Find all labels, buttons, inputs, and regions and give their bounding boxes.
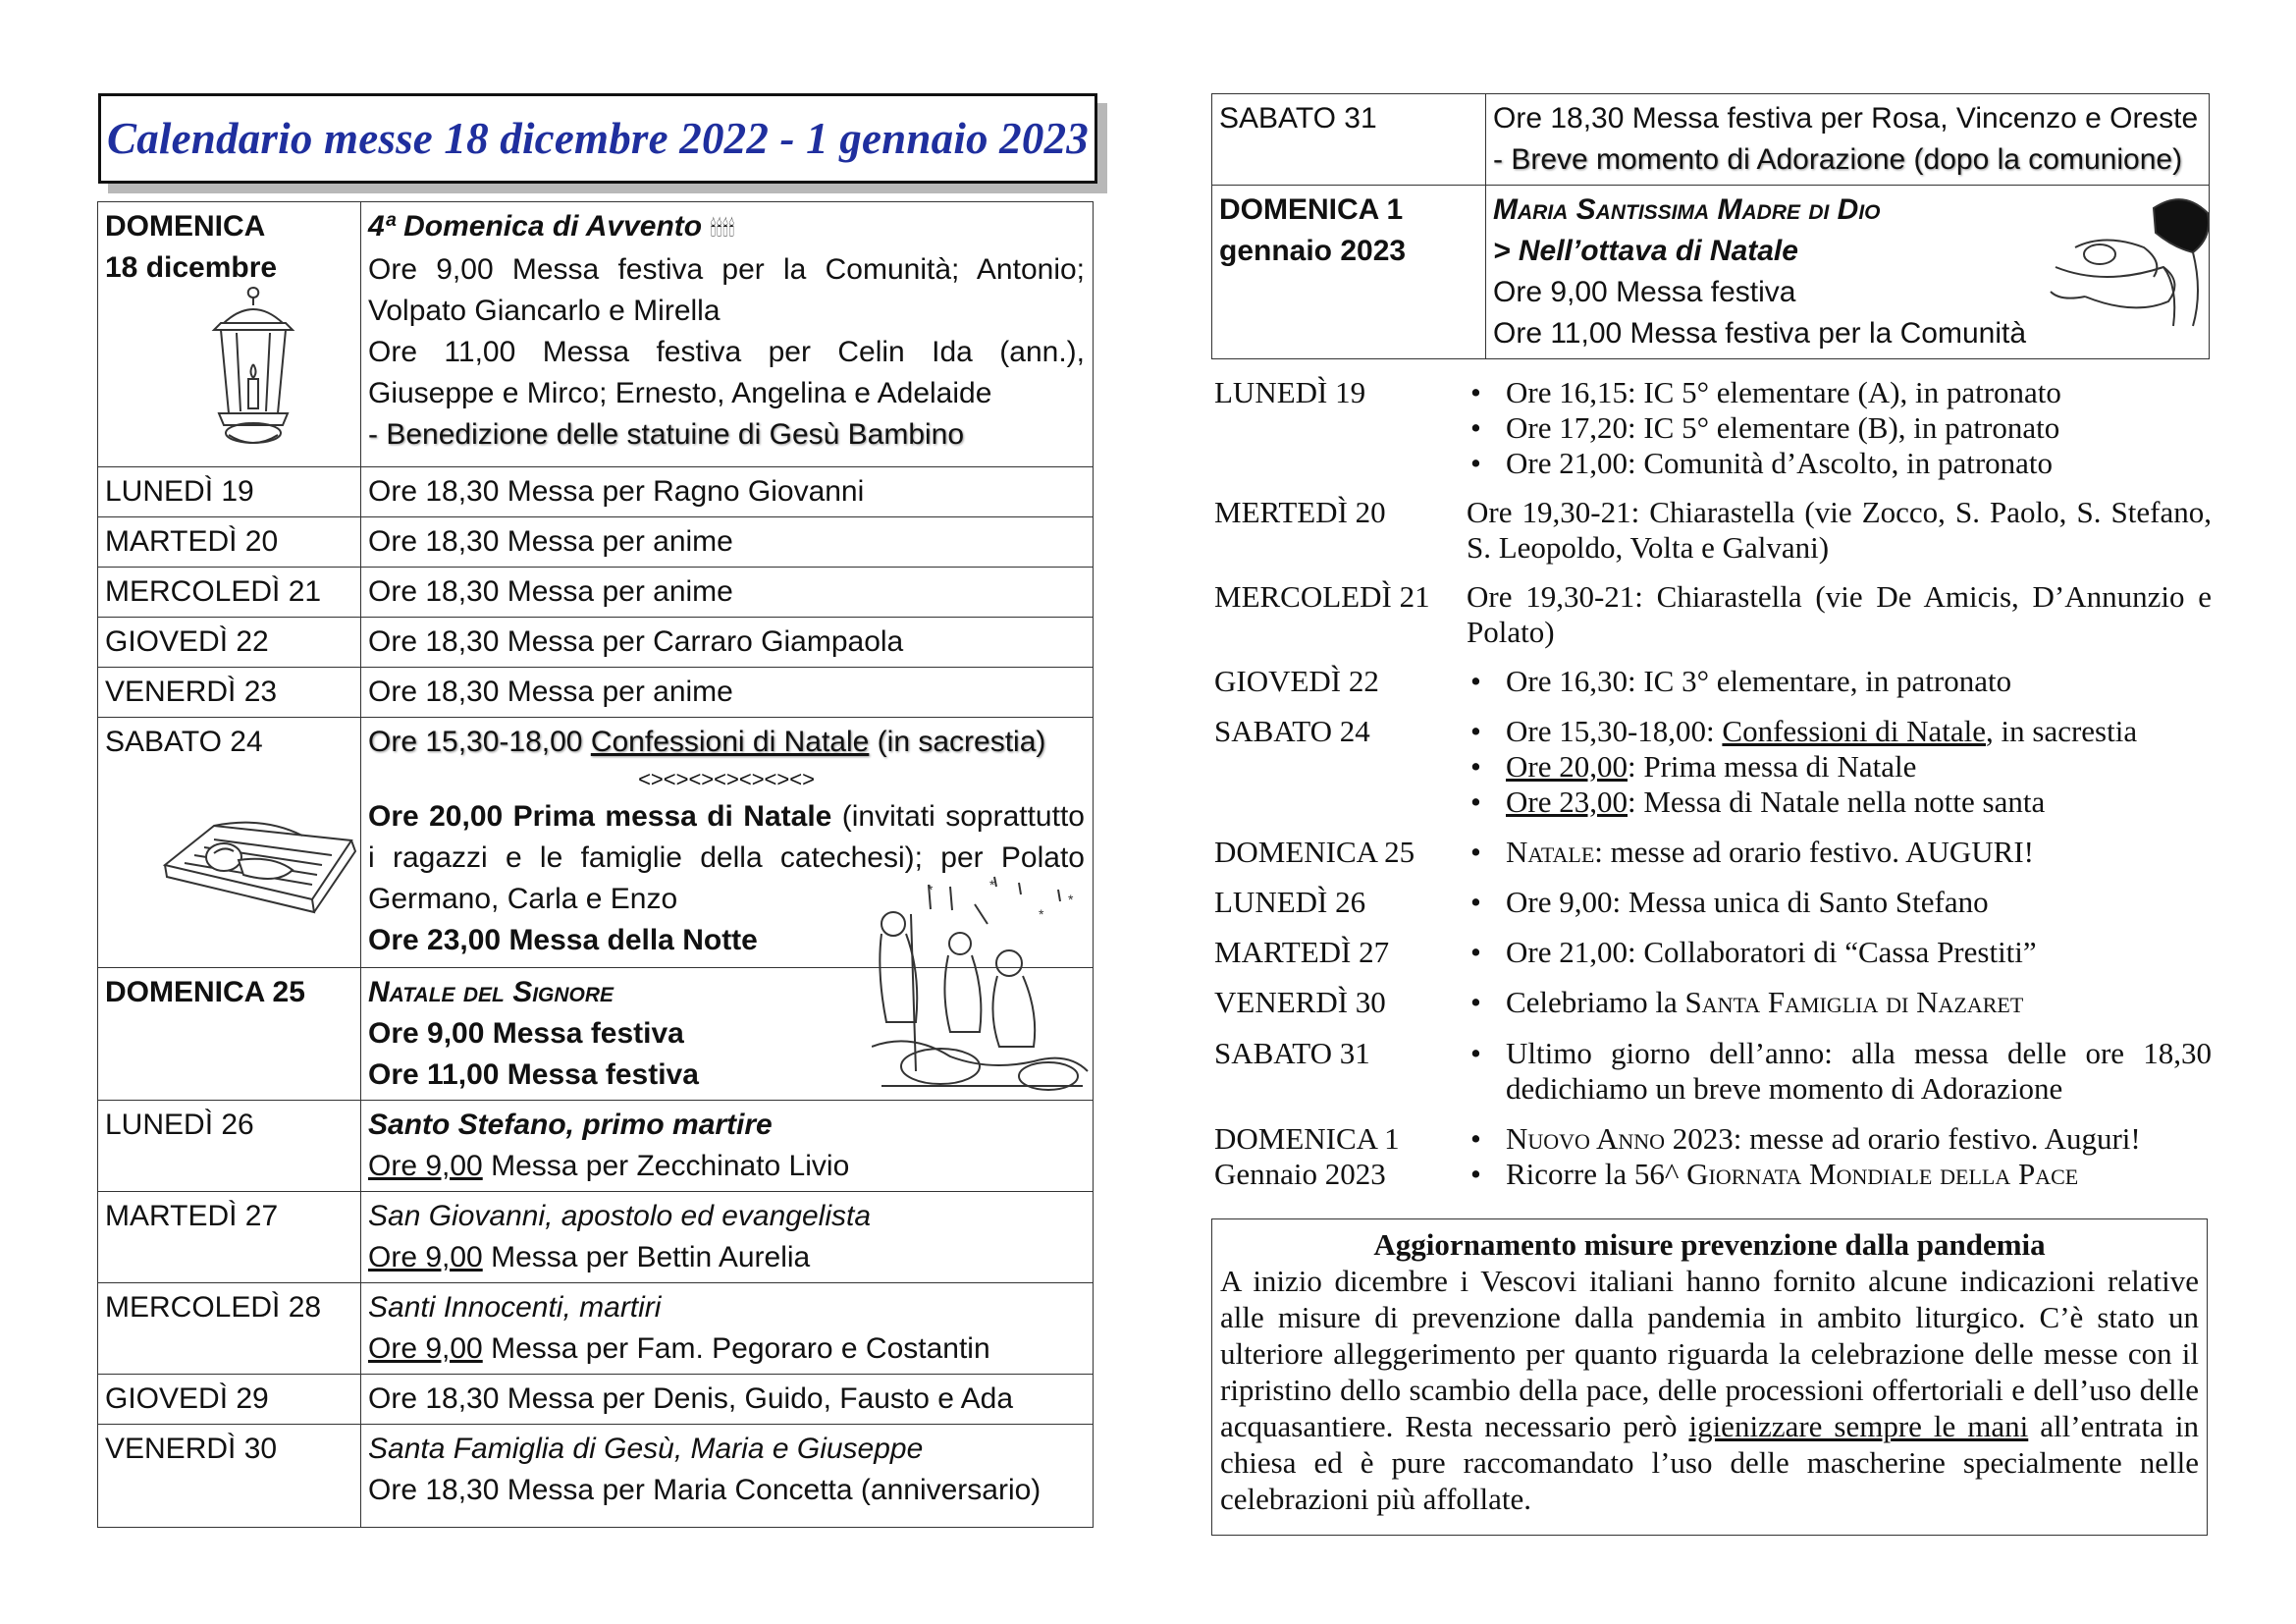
- list-item: • Ore 21,00: Collaboratori di “Cassa Prestiti”: [1467, 935, 2212, 970]
- mass-text: Ore 18,30 Messa per Denis, Guido, Fausto e Ada: [361, 1375, 1094, 1425]
- mass-text: Ore 11,00 Messa festiva: [368, 1058, 699, 1091]
- event-day: GIOVEDÌ 22: [1214, 664, 1379, 698]
- day-label: VENERDÌ 30: [98, 1425, 361, 1528]
- christmas-title: Natale del Signore: [368, 976, 614, 1008]
- event-day: MERCOLEDÌ 21: [1214, 579, 1430, 614]
- notice-text: [1220, 1263, 2199, 1517]
- advent-candles-icon: 🕯🕯🕯🕯: [710, 216, 735, 241]
- svg-text:*: *: [928, 882, 934, 897]
- table-row: [98, 1375, 1094, 1425]
- event-text: 2023: messe ad orario festivo. Auguri!: [1665, 1121, 2141, 1156]
- feast-title: Maria Santissima Madre di Dio: [1493, 193, 1881, 226]
- event-list: [1467, 375, 2212, 481]
- shepherds-illustration: [872, 875, 1090, 1096]
- day-label: DOMENICA 25: [98, 968, 361, 1101]
- event-time: Ore 15,30-18,00:: [1506, 714, 1723, 748]
- mass-schedule-table: [97, 201, 1094, 1528]
- event-text: : Prima messa di Natale: [1627, 749, 1917, 784]
- event-highlight: Santa Famiglia di Nazaret: [1684, 985, 2024, 1019]
- table-row: [98, 1425, 1094, 1528]
- event-list: [1467, 885, 2212, 920]
- list-item: [1467, 785, 2212, 820]
- table-row: [98, 668, 1094, 718]
- feast-title: Santa Famiglia di Gesù, Maria e Giuseppe: [368, 1433, 924, 1465]
- day-label: SABATO 24: [105, 726, 263, 758]
- event-day: LUNEDÌ 26: [1214, 885, 1366, 919]
- event-day: VENERDÌ 30: [1214, 985, 1386, 1019]
- note-text: - Breve momento di Adorazione (dopo la comunione): [1493, 143, 2183, 176]
- event-time: Ore 23,00: [1506, 785, 1628, 819]
- day-label: SABATO 31: [1212, 94, 1486, 186]
- mass-text: Ore 18,30 Messa per anime: [361, 568, 1094, 618]
- mass-time: Ore 9,00: [368, 1332, 483, 1365]
- mass-text: Ore 9,00 Messa festiva per la Comunità; Antonio; Volpato Giancarlo e Mirella: [368, 253, 1085, 327]
- day-label: MERCOLEDÌ 21: [98, 568, 361, 618]
- day-label: GIOVEDÌ 22: [98, 618, 361, 668]
- list-item: • Ore 16,15: IC 5° elementare (A), in patronato: [1467, 375, 2212, 410]
- event-text: : messe ad orario festivo. AUGURI!: [1594, 835, 2034, 869]
- day-label: MARTEDÌ 20: [98, 517, 361, 568]
- table-row: [1212, 186, 2210, 359]
- separator: <><><><><><><>: [638, 767, 815, 791]
- event-text: Ore 19,30-21: Chiarastella (vie Zocco, S. Paolo, S. Stefano, S. Leopoldo, Volta e Galvani): [1467, 495, 2212, 565]
- mass-text: Ore 18,30 Messa per Carraro Giampaola: [361, 618, 1094, 668]
- night-mass-text: Ore 23,00 Messa della Notte: [368, 924, 758, 956]
- event-day: MARTEDÌ 27: [1214, 935, 1390, 969]
- event-time: Ore 20,00: [1506, 749, 1628, 784]
- day-label: GIOVEDÌ 29: [98, 1375, 361, 1425]
- madonna-child-icon: [2046, 193, 2213, 331]
- first-mass-title: Ore 20,00 Prima messa di Natale: [368, 800, 832, 833]
- table-row: [1212, 94, 2210, 186]
- mass-text: Ore 11,00 Messa festiva per Celin Ida (ann.), Giuseppe e Mirco; Ernesto, Angelina e Adelaide: [368, 336, 1085, 409]
- event-text: Ricorre la 56^: [1506, 1157, 1687, 1191]
- mass-text: Ore 9,00 Messa festiva: [368, 1017, 684, 1050]
- confession-link: Confessioni di Natale: [1722, 714, 1987, 748]
- event-list: [1467, 1121, 2212, 1192]
- table-row: [98, 618, 1094, 668]
- day-label: DOMENICA 1 gennaio 2023: [1219, 193, 1407, 267]
- table-row: [98, 968, 1094, 1101]
- day-label: VENERDÌ 23: [98, 668, 361, 718]
- mass-text: Ore 18,30 Messa per anime: [361, 517, 1094, 568]
- sunday-title: 4ª Domenica di Avvento: [368, 210, 703, 243]
- event-day-sub: Gennaio 2023: [1214, 1157, 1386, 1191]
- event-day: DOMENICA 25: [1214, 835, 1415, 869]
- list-item: • Ore 9,00: Messa unica di Santo Stefano: [1467, 885, 2212, 920]
- list-item: [1467, 714, 2212, 749]
- mass-time: Ore 9,00: [368, 1150, 483, 1182]
- notice-emphasis: igienizzare sempre le mani: [1688, 1409, 2029, 1443]
- event-day: DOMENICA 1: [1214, 1121, 1400, 1156]
- event-text: Ore 19,30-21: Chiarastella (vie De Amicis, D’Annunzio e Polato): [1467, 579, 2212, 649]
- mass-text: Messa per Zecchinato Livio: [491, 1150, 850, 1182]
- table-row: [98, 202, 1094, 467]
- day-label: LUNEDÌ 19: [98, 467, 361, 517]
- event-list: [1467, 664, 2212, 699]
- event-list: [1467, 1036, 2212, 1107]
- event-day: SABATO 24: [1214, 714, 1370, 748]
- notice-text-part: all’entrata in chiesa ed è pure raccomandato l’uso delle mascherine specialmente nelle celebrazioni più affollate.: [1220, 1409, 2199, 1516]
- event-day: LUNEDÌ 19: [1214, 375, 1366, 409]
- confession-link: Confessioni di Natale: [590, 726, 870, 758]
- table-row: [98, 1283, 1094, 1375]
- event-place: , in sacrestia: [1986, 714, 2138, 748]
- saint-title: Santi Innocenti, martiri: [368, 1291, 662, 1324]
- mass-text: Ore 9,00 Messa festiva: [1493, 276, 1796, 308]
- list-item: [1467, 749, 2212, 785]
- feast-subtitle: > Nell’ottava di Natale: [1493, 235, 1798, 267]
- event-list: [1467, 714, 2212, 820]
- day-label: LUNEDÌ 26: [98, 1101, 361, 1192]
- list-item: • Ore 16,30: IC 3° elementare, in patronato: [1467, 664, 2212, 699]
- mass-text: Ore 18,30 Messa per Ragno Giovanni: [361, 467, 1094, 517]
- mass-text: Ore 18,30 Messa per anime: [361, 668, 1094, 718]
- day-label: MERCOLEDÌ 28: [98, 1283, 361, 1375]
- mass-text: Messa per Bettin Aurelia: [491, 1241, 811, 1273]
- mass-text: Ore 11,00 Messa festiva per la Comunità: [1493, 317, 2027, 350]
- day-label: MARTEDÌ 27: [98, 1192, 361, 1283]
- svg-text:*: *: [1068, 892, 1074, 907]
- nativity-book-icon: [155, 786, 356, 924]
- confession-place: (in sacrestia): [877, 726, 1046, 758]
- table-row: [98, 1192, 1094, 1283]
- event-list: [1467, 935, 2212, 970]
- pandemic-notice-box: [1211, 1218, 2208, 1536]
- event-text: : Messa di Natale nella notte santa: [1627, 785, 2046, 819]
- mass-text: Ore 18,30 Messa festiva per Rosa, Vincenzo e Oreste: [1493, 102, 2199, 135]
- saint-title: Santo Stefano, primo martire: [368, 1109, 773, 1141]
- day-label: DOMENICA 18 dicembre: [105, 210, 278, 284]
- notice-title: Aggiornamento misure prevenzione dalla pandemia: [1373, 1227, 2046, 1262]
- event-highlight: Natale: [1506, 835, 1595, 869]
- notice-text-part: A inizio dicembre i Vescovi italiani hanno fornito alcune indicazioni relative alle misure di prevenzione dalla pandemia in ambito liturgico. C’è stato un ulteriore alleggerimento per quanto riguarda la celebrazione delle messe con il ripristino dello scambio della pace, delle processioni offertoriali e dell’uso delle acquasantiere. Resta necessario però: [1220, 1264, 2199, 1443]
- confession-time: Ore 15,30-18,00: [368, 726, 583, 758]
- svg-text:*: *: [1039, 906, 1044, 922]
- table-row: [98, 568, 1094, 618]
- page-title: Calendario messe 18 dicembre 2022 - 1 gennaio 2023: [107, 114, 1089, 163]
- note-text: - Benedizione delle statuine di Gesù Bambino: [368, 418, 965, 451]
- event-list: [1467, 835, 2212, 870]
- mass-time: Ore 9,00: [368, 1241, 483, 1273]
- list-item: [1467, 985, 2212, 1020]
- mass-text: Ore 18,30 Messa per Maria Concetta (anniversario): [368, 1474, 1041, 1506]
- page-title-box: [98, 93, 1097, 184]
- event-day: MERTEDÌ 20: [1214, 495, 1386, 529]
- list-item: • Ore 21,00: Comunità d’Ascolto, in patronato: [1467, 446, 2212, 481]
- event-highlight: Nuovo Anno: [1506, 1121, 1666, 1156]
- event-highlight: Giornata Mondiale della Pace: [1686, 1157, 2079, 1191]
- list-item: [1467, 835, 2212, 870]
- event-text: Celebriamo la: [1506, 985, 1685, 1019]
- event-list: [1467, 985, 2212, 1020]
- table-row: [98, 1101, 1094, 1192]
- event-day: SABATO 31: [1214, 1036, 1370, 1070]
- mass-text: Messa per Fam. Pegoraro e Costantin: [491, 1332, 990, 1365]
- list-item: • Ultimo giorno dell’anno: alla messa delle ore 18,30 dedichiamo un breve momento di Adorazione: [1467, 1036, 2212, 1107]
- first-mass-text: (invitati soprattutto i ragazzi e le famiglie della catechesi); per Polato Germano, Carla e Enzo: [368, 800, 1085, 915]
- table-row: [98, 467, 1094, 517]
- list-item: [1467, 1157, 2212, 1192]
- lantern-icon: [199, 286, 307, 453]
- saint-title: San Giovanni, apostolo ed evangelista: [368, 1200, 872, 1232]
- table-row: [98, 517, 1094, 568]
- mass-schedule-table-continued: [1211, 93, 2210, 359]
- list-item: • Ore 17,20: IC 5° elementare (B), in patronato: [1467, 410, 2212, 446]
- svg-text:*: *: [989, 877, 995, 893]
- list-item: [1467, 1121, 2212, 1157]
